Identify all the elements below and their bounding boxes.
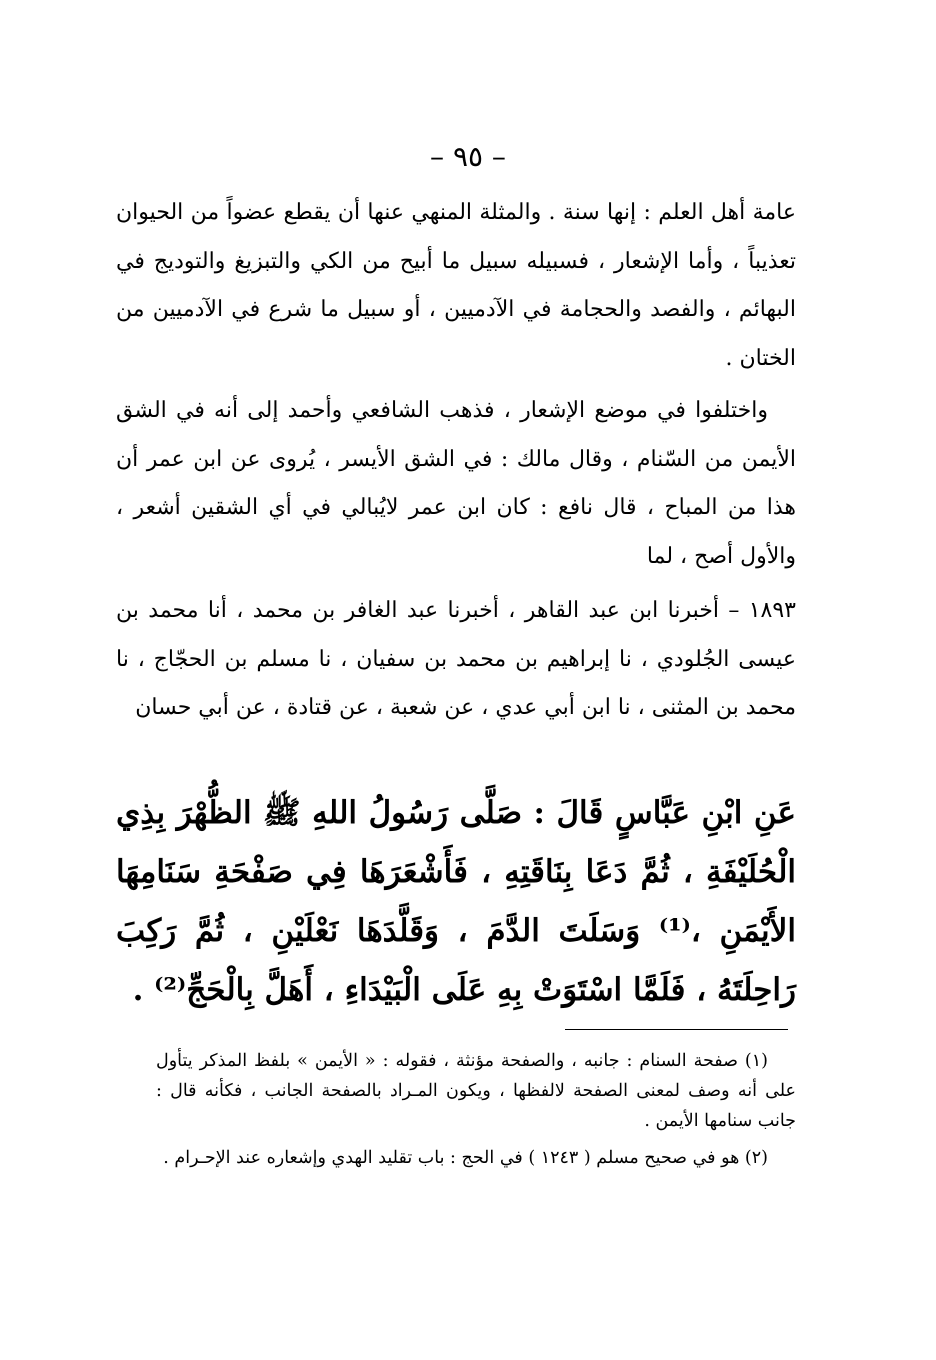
footnote-1 bbox=[156, 1046, 796, 1136]
commentary-paragraph-1-text: عامة أهل العلم : إنها سنة . والمثلة المنهي عنها أن يقطع عضواً من الحيوان تعذيباً ، وأما الإشعار ، فسبيله سبيل ما أبيح من الكي والتبزيغ والتوديج في البهائم ، والفصد والحجامة في الآدميين ، أو سبيل ما شرع في الآدميين من الختان . bbox=[116, 200, 796, 371]
footnote-divider bbox=[565, 1029, 788, 1030]
footnote-2 bbox=[156, 1143, 796, 1173]
page-number: – ٩٥ – bbox=[430, 140, 506, 173]
hadith-text: عَنِ ابْنِ عَبَّاسٍ قَالَ : صَلَّى رَسُولُ اللهِ ﷺ الظُّهْرَ بِذِي الْحُلَيْفَةِ ، ثُمَّ دَعَا بِنَاقَتِهِ ، فَأَشْعَرَهَا فِي صَفْحَةِ سَنَامِهَا الأَيْمَنِ ،⁽¹⁾ وَسَلَتَ الدَّمَ ، وَقَلَّدَهَا نَعْلَيْنِ ، ثُمَّ رَكِبَ رَاحِلَتَهُ ، فَلَمَّا اسْتَوَتْ بِهِ عَلَى الْبَيْدَاءِ ، أَهَلَّ بِالْحَجِّ⁽²⁾ . bbox=[116, 795, 796, 1008]
commentary-paragraph-1 bbox=[116, 189, 796, 383]
isnad-paragraph bbox=[116, 587, 796, 733]
footnote-1-text: (١) صفحة السنام : جانبه ، والصفحة مؤنثة ، فقوله : « الأيمن » بلفظ المذكر يتأول على أنه وصف لمعنى الصفحة لالفظها ، ويكون المـراد بالصفحة الجانب ، فكأنه قال : جانب سنامها الأيمن . bbox=[156, 1051, 796, 1131]
footnote-2-text: (٢) هو في صحيح مسلم ( ١٢٤٣ ) في الحج : باب تقليد الهدي وإشعاره عند الإحـرام . bbox=[163, 1148, 768, 1168]
commentary-paragraph-2-text: واختلفوا في موضع الإشعار ، فذهب الشافعي وأحمد إلى أنه في الشق الأيمن من السّنام ، وقال مالك : في الشق الأيسر ، يُروى عن ابن عمر أن هذا من المباح ، قال نافع : كان ابن عمر لايُبالي في أي الشقين أشعر ، والأول أصح ، لما bbox=[116, 398, 796, 569]
isnad-text: ١٨٩٣ – أخبرنا ابن عبد القاهر ، أخبرنا عبد الغافر بن محمد ، أنا محمد بن عيسى الجُلودي ، نا إبراهيم بن محمد بن سفيان ، نا مسلم بن الحجّاج ، نا محمد بن المثنى ، نا ابن أبي عدي ، عن شعبة ، عن قتادة ، عن أبي حسان bbox=[116, 598, 796, 720]
commentary-paragraph-2 bbox=[116, 387, 796, 581]
hadith-text-block bbox=[116, 784, 796, 1020]
